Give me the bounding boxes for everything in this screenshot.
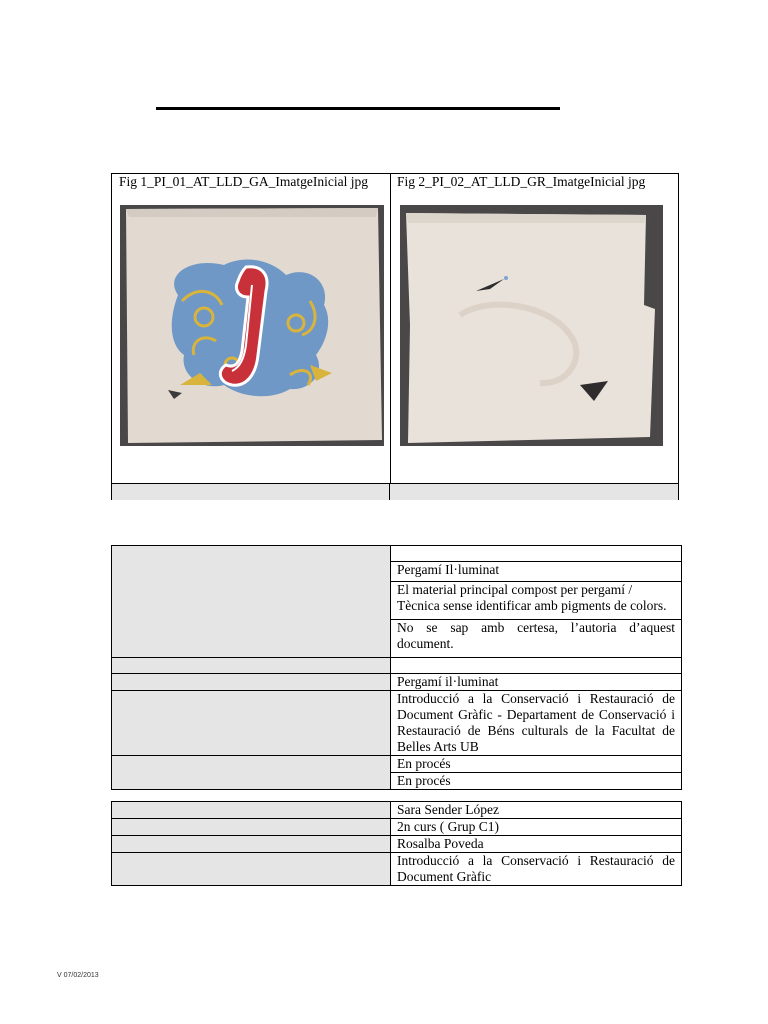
info-row	[112, 802, 682, 819]
figure-caption-2: Fig 2_PI_02_AT_LLD_GR_ImatgeInicial jpg	[397, 174, 646, 189]
info-value: En procés	[391, 756, 682, 773]
info-row	[112, 853, 682, 886]
info-value: El material principal compost per pergamí / Tècnica sense identificar amb pigments de colors.	[391, 581, 682, 619]
info-value: Rosalba Poveda	[391, 836, 682, 853]
info-value: 2n curs ( Grup C1)	[391, 819, 682, 836]
info-row	[112, 674, 682, 691]
info-row	[112, 756, 682, 773]
info-value: No se sap amb certesa, l’autoria d’aquest document.	[391, 619, 682, 657]
info-row	[112, 836, 682, 853]
info-row	[112, 819, 682, 836]
figure-photo-2	[400, 205, 663, 446]
figure-cell-1	[112, 174, 391, 483]
version-footer: V 07/02/2013	[57, 972, 99, 979]
info-row	[112, 658, 682, 674]
parchment-reverse-image	[400, 205, 663, 446]
title-rule	[156, 107, 560, 110]
info-value: Pergamí Il·luminat	[391, 562, 682, 582]
info-value: En procés	[391, 773, 682, 790]
info-value	[391, 546, 682, 562]
figure-photo-1	[120, 205, 384, 446]
document-info-table	[111, 545, 682, 790]
info-row	[112, 546, 682, 562]
illuminated-letter-image	[120, 205, 384, 446]
figure-table	[111, 173, 679, 500]
info-value: Introducció a la Conservació i Restauració de Document Gràfic	[391, 853, 682, 886]
figure-cell-2	[390, 174, 678, 483]
info-value: Sara Sender López	[391, 802, 682, 819]
info-value	[391, 658, 682, 674]
author-info-table	[111, 801, 682, 886]
info-value: Introducció a la Conservació i Restauració de Document Gràfic - Departament de Conservació i Restauració de Béns culturals de la Facultat de Belles Arts UB	[391, 691, 682, 756]
figure-caption-1: Fig 1_PI_01_AT_LLD_GA_ImatgeInicial jpg	[119, 174, 368, 189]
info-row	[112, 691, 682, 756]
figure-table-footer-row	[112, 483, 678, 500]
info-value: Pergamí il·luminat	[391, 674, 682, 691]
